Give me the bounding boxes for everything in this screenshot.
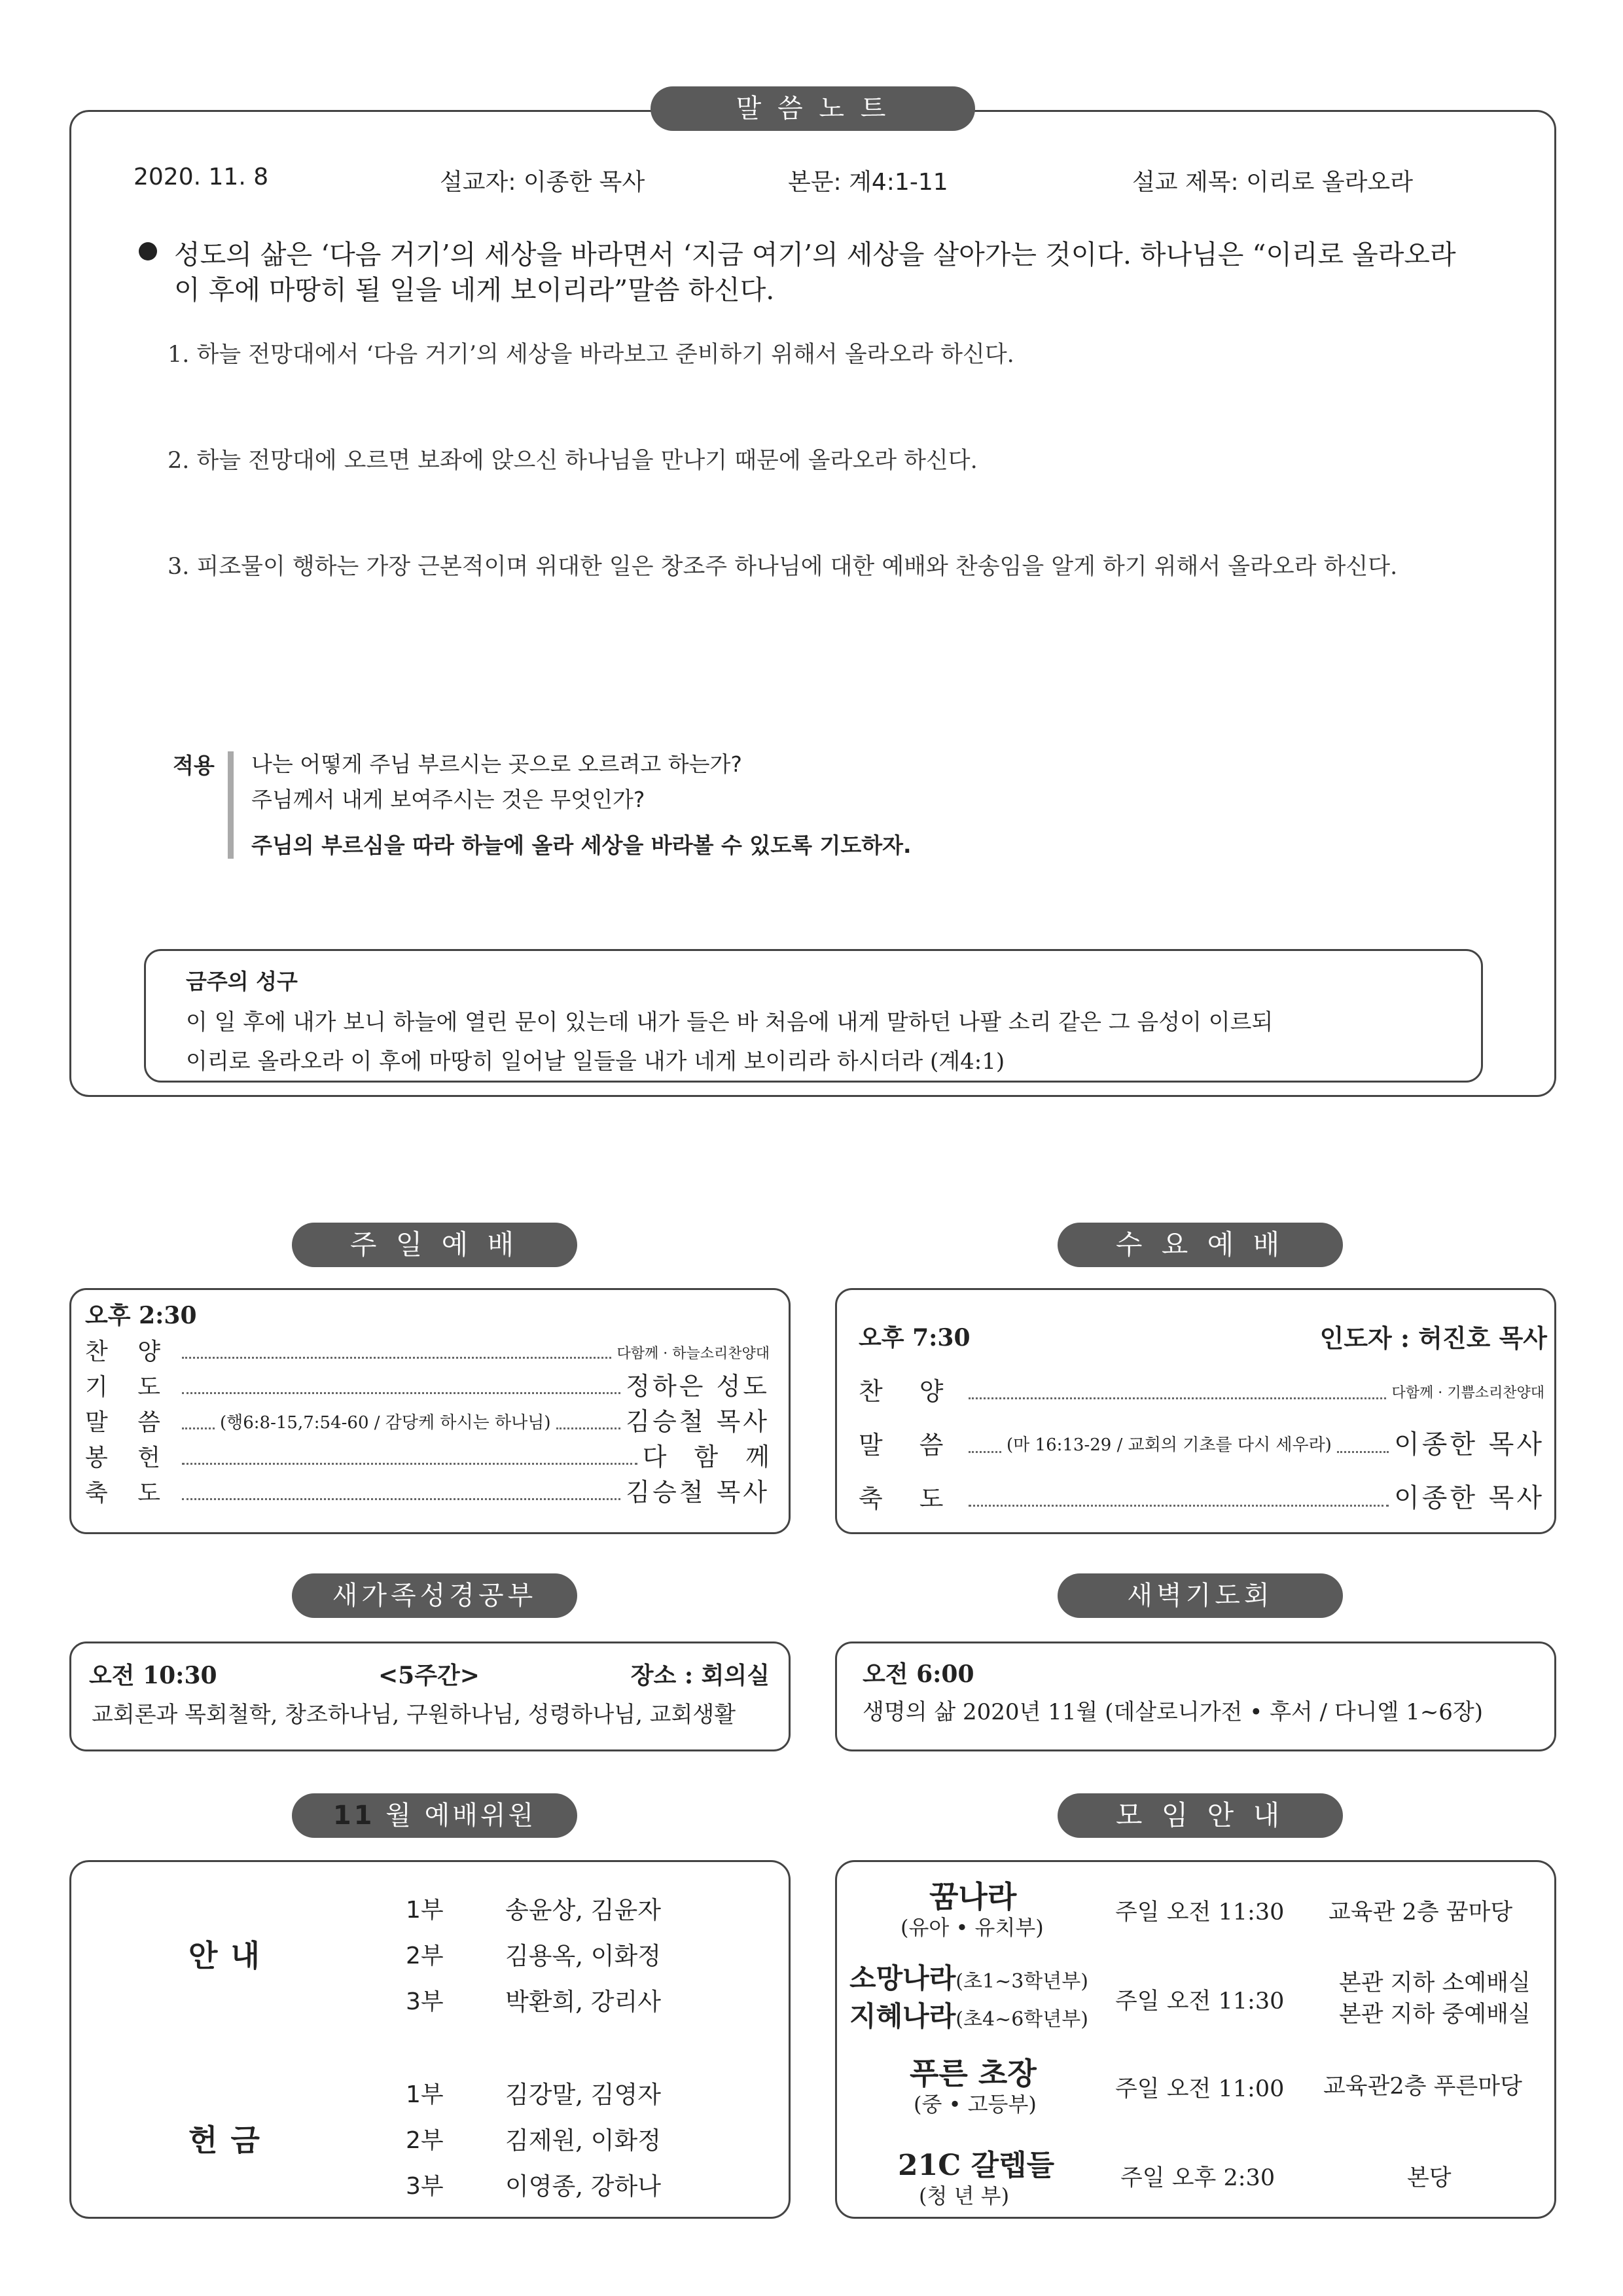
meeting-place: 본관 지하 소예배실 — [1339, 1970, 1531, 1996]
meeting-time: 주일 오후 2:30 — [1120, 2165, 1275, 2191]
meetings-title: 모 임 안 내 — [1058, 1793, 1343, 1838]
dotted-leader — [182, 1498, 620, 1500]
wednesday-row-sermon — [859, 1426, 1544, 1461]
meeting-sub: (유아 • 유치부) — [901, 1915, 1044, 1940]
meeting-place: 교육관 2층 꿈마당 — [1329, 1899, 1513, 1926]
sunday-row-value: 김승철 목사 — [626, 1478, 770, 1507]
meeting-name-sub: (초1~3학년부) — [955, 1970, 1088, 1993]
sermon-summary-line2: 이 후에 마땅히 될 일을 네게 보이리라”말씀 하신다. — [174, 274, 775, 306]
verse-title: 금주의 성구 — [186, 969, 298, 994]
dotted-leader — [1337, 1451, 1389, 1453]
wednesday-time: 오후 7:30 — [859, 1324, 971, 1352]
wednesday-row-praise — [859, 1372, 1544, 1407]
sunday-row-label: 축 도 — [85, 1480, 160, 1507]
apply-line-2: 주님께서 내게 보여주시는 것은 무엇인가? — [251, 787, 645, 812]
bible-study-topics: 교회론과 목회철학, 창조하나님, 구원하나님, 성령하나님, 교회생활 — [92, 1702, 736, 1728]
sunday-row-benediction — [85, 1475, 770, 1508]
meeting-sub: (청 년 부) — [919, 2183, 1010, 2208]
wednesday-row-label: 찬 양 — [859, 1377, 944, 1406]
sunday-row-value: 정하은 성도 — [626, 1372, 770, 1401]
meeting-name — [849, 1957, 1088, 1996]
committee-part: 3부 — [406, 2173, 444, 2200]
bible-study-duration: <5주간> — [378, 1662, 480, 1689]
meeting-time: 주일 오전 11:30 — [1115, 1988, 1285, 2015]
meeting-name-main: 소망나라 — [849, 1962, 956, 1994]
wednesday-row-value: 이종한 목사 — [1394, 1429, 1544, 1460]
sunday-worship-title: 주 일 예 배 — [292, 1223, 577, 1267]
wednesday-row-value: 다함께 · 기쁨소리찬양대 — [1391, 1385, 1544, 1401]
sunday-row-label: 찬 양 — [85, 1338, 160, 1365]
dotted-leader — [182, 1427, 215, 1429]
sermon-date: 2020. 11. 8 — [134, 164, 269, 190]
committee-names: 김강말, 김영자 — [505, 2081, 661, 2109]
sunday-row-value: 김승철 목사 — [626, 1407, 770, 1436]
committee-names: 김제원, 이화정 — [505, 2126, 661, 2155]
dawn-prayer-text: 생명의 삶 2020년 11월 (데살로니가전 • 후서 / 다니엘 1~6장) — [863, 1699, 1484, 1725]
meeting-place: 본당 — [1407, 2165, 1452, 2191]
sunday-row-prayer — [85, 1369, 770, 1402]
sermon-point-2: 2. 하늘 전망대에 오르면 보좌에 앉으신 하나님을 만나기 때문에 올라오라 하신다. — [168, 448, 978, 474]
committee-group-offering: 헌 금 — [188, 2123, 260, 2158]
wednesday-worship-title: 수 요 예 배 — [1058, 1223, 1343, 1267]
dotted-leader — [182, 1357, 611, 1359]
committee-part: 2부 — [406, 2127, 444, 2154]
bible-study-title: 새가족성경공부 — [292, 1573, 577, 1618]
bullet-dot — [139, 242, 157, 260]
wednesday-row-label: 말 씀 — [859, 1431, 944, 1460]
sunday-row-value: 다 함 께 — [642, 1443, 770, 1471]
sunday-row-label: 봉 헌 — [85, 1444, 160, 1471]
dotted-leader — [969, 1397, 1386, 1399]
meeting-name: 푸른 초장 — [910, 2056, 1037, 2091]
meeting-name-main: 지혜나라 — [849, 2000, 956, 2032]
committee-part: 2부 — [406, 1943, 444, 1969]
committee-title-month: 11 — [332, 1801, 375, 1831]
meeting-time: 주일 오전 11:30 — [1115, 1899, 1285, 1926]
committee-part: 1부 — [406, 1897, 444, 1924]
meeting-name-sub: (초4~6학년부) — [955, 2008, 1088, 2031]
committee-title — [292, 1793, 577, 1838]
apply-bar — [228, 751, 234, 859]
wednesday-row-benediction — [859, 1479, 1544, 1515]
meeting-name: 21C 갈렙들 — [898, 2149, 1055, 2182]
bible-study-place: 장소 : 회의실 — [630, 1662, 770, 1689]
sunday-row-sermon — [85, 1405, 770, 1437]
sunday-row-middle: (행6:8-15,7:54-60 / 감당케 하시는 하나님) — [220, 1413, 551, 1433]
committee-title-text: 월 예배위원 — [385, 1801, 537, 1831]
wednesday-leader: 인도자 : 허진호 목사 — [1319, 1323, 1547, 1353]
sermon-summary-line1: 성도의 삶은 ‘다음 거기’의 세상을 바라면서 ‘지금 여기’의 세상을 살아가는 것이다. 하나님은 “이리로 올라오라 — [174, 239, 1456, 270]
sermon-scripture: 본문: 계4:1-11 — [788, 169, 948, 196]
sunday-time: 오후 2:30 — [85, 1302, 197, 1329]
apply-line-1: 나는 어떻게 주님 부르시는 곳으로 오르려고 하는가? — [251, 751, 742, 777]
sermon-title: 설교 제목: 이리로 올라오라 — [1132, 169, 1413, 196]
wednesday-row-middle: (마 16:13-29 / 교회의 기초를 다시 세우라) — [1007, 1435, 1332, 1455]
wednesday-row-label: 축 도 — [859, 1484, 944, 1513]
sunday-row-value: 다함께 · 하늘소리찬양대 — [616, 1346, 770, 1362]
meeting-name: 꿈나라 — [929, 1879, 1017, 1914]
bible-study-time: 오전 10:30 — [89, 1662, 217, 1689]
sunday-row-praise — [85, 1334, 770, 1367]
sunday-row-offering — [85, 1440, 770, 1473]
sermon-point-1: 1. 하늘 전망대에서 ‘다음 거기’의 세상을 바라보고 준비하기 위해서 올라오라 하신다. — [168, 342, 1014, 368]
dawn-prayer-time: 오전 6:00 — [863, 1660, 974, 1688]
sermon-preacher: 설교자: 이종한 목사 — [440, 169, 645, 196]
dotted-leader — [969, 1451, 1001, 1453]
dotted-leader — [556, 1427, 621, 1429]
sermon-point-3: 3. 피조물이 행하는 가장 근본적이며 위대한 일은 창조주 하나님에 대한 예배와 찬송임을 알게 하기 위해서 올라오라 하신다. — [168, 554, 1398, 580]
committee-part: 1부 — [406, 2081, 444, 2108]
committee-names: 박환희, 강리사 — [505, 1988, 661, 2016]
meeting-place: 교육관2층 푸른마당 — [1323, 2073, 1522, 2100]
sunday-row-label: 말 씀 — [85, 1409, 160, 1436]
dotted-leader — [182, 1392, 620, 1394]
sermon-note-title: 말 씀 노 트 — [651, 86, 975, 131]
dotted-leader — [182, 1463, 637, 1465]
meeting-place: 본관 지하 중예배실 — [1339, 2001, 1531, 2028]
committee-part: 3부 — [406, 1988, 444, 2015]
wednesday-row-value: 이종한 목사 — [1394, 1483, 1544, 1513]
meeting-sub: (중 • 고등부) — [914, 2092, 1037, 2117]
meeting-time: 주일 오전 11:00 — [1115, 2076, 1285, 2102]
verse-line-1: 이 일 후에 내가 보니 하늘에 열린 문이 있는데 내가 들은 바 처음에 내게 말하던 나팔 소리 같은 그 음성이 이르되 — [186, 1009, 1274, 1035]
dotted-leader — [969, 1505, 1389, 1507]
dawn-prayer-title: 새벽기도회 — [1058, 1573, 1343, 1618]
committee-names: 송윤상, 김윤자 — [505, 1896, 661, 1924]
sunday-row-label: 기 도 — [85, 1374, 160, 1401]
committee-names: 김용옥, 이화정 — [505, 1942, 661, 1970]
verse-line-2: 이리로 올라오라 이 후에 마땅히 일어날 일들을 내가 네게 보이리라 하시더라 (계4:1) — [186, 1049, 1005, 1075]
committee-names: 이영종, 강하나 — [505, 2172, 661, 2200]
apply-line-3: 주님의 부르심을 따라 하늘에 올라 세상을 바라볼 수 있도록 기도하자. — [251, 833, 912, 858]
committee-group-usher: 안 내 — [188, 1938, 260, 1973]
meeting-name — [849, 1995, 1088, 2034]
apply-label: 적용 — [173, 753, 215, 778]
